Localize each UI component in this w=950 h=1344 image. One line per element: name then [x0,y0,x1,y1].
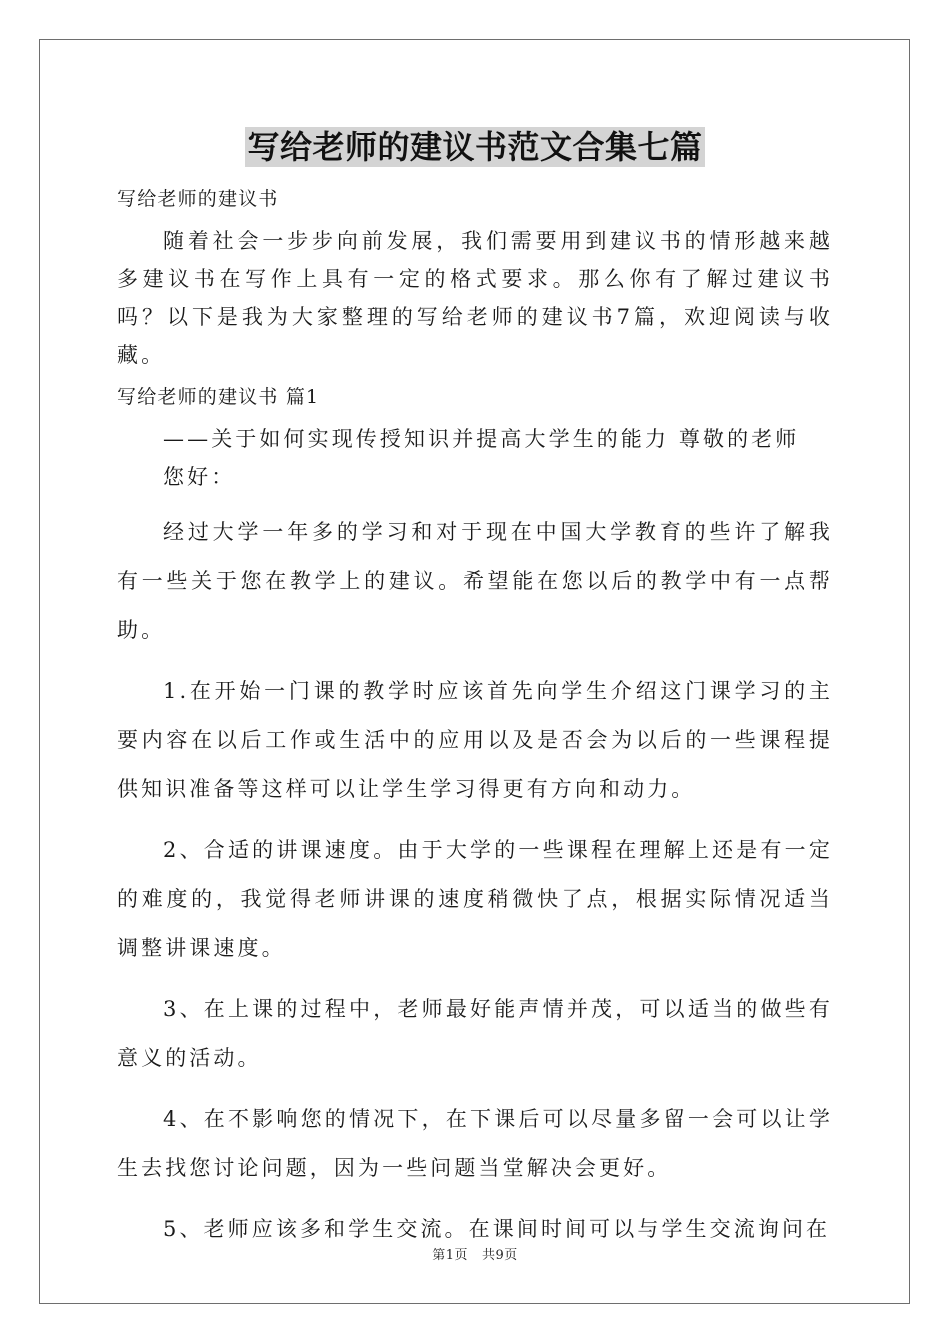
title-container [0,127,950,167]
body-paragraph: 3、在上课的过程中，老师最好能声情并茂，可以适当的做些有意义的活动。 [117,997,833,1070]
section-heading: 写给老师的建议书 篇1 [117,386,320,408]
body-paragraph: 5、老师应该多和学生交流。在课间时间可以与学生交流询问在 [163,1217,831,1241]
body-paragraph: 经过大学一年多的学习和对于现在中国大学教育的些许了解我有一些关于您在教学上的建议。希望能在您以后的教学中有一点帮助。 [117,520,833,642]
intro-paragraph: 随着社会一步步向前发展，我们需要用到建议书的情形越来越多建议书在写作上具有一定的格式要求。那么你有了解过建议书吗？以下是我为大家整理的写给老师的建议书7篇，欢迎阅读与收藏。 [117,229,833,367]
page-total: 共9页 [482,1248,518,1263]
page-footer [0,1247,950,1265]
subtitle-line: ——关于如何实现传授知识并提高大学生的能力 尊敬的老师 [163,427,800,451]
body-paragraph: 1.在开始一门课的教学时应该首先向学生介绍这门课学习的主要内容在以后工作或生活中的应用以及是否会为以后的一些课程提供知识准备等这样可以让学生学习得更有方向和动力。 [117,679,833,801]
page-number: 第1页 [432,1248,468,1263]
document-title: 写给老师的建议书范文合集七篇 [247,128,703,166]
document-body [117,180,833,1254]
greeting: 您好： [163,465,236,489]
body-paragraph: 4、在不影响您的情况下，在下课后可以尽量多留一会可以让学生去找您讨论问题，因为一些问题当堂解决会更好。 [117,1107,833,1180]
body-paragraph: 2、合适的讲课速度。由于大学的一些课程在理解上还是有一定的难度的，我觉得老师讲课的速度稍微快了点，根据实际情况适当调整讲课速度。 [117,838,833,960]
intro-heading: 写给老师的建议书 [117,188,279,210]
